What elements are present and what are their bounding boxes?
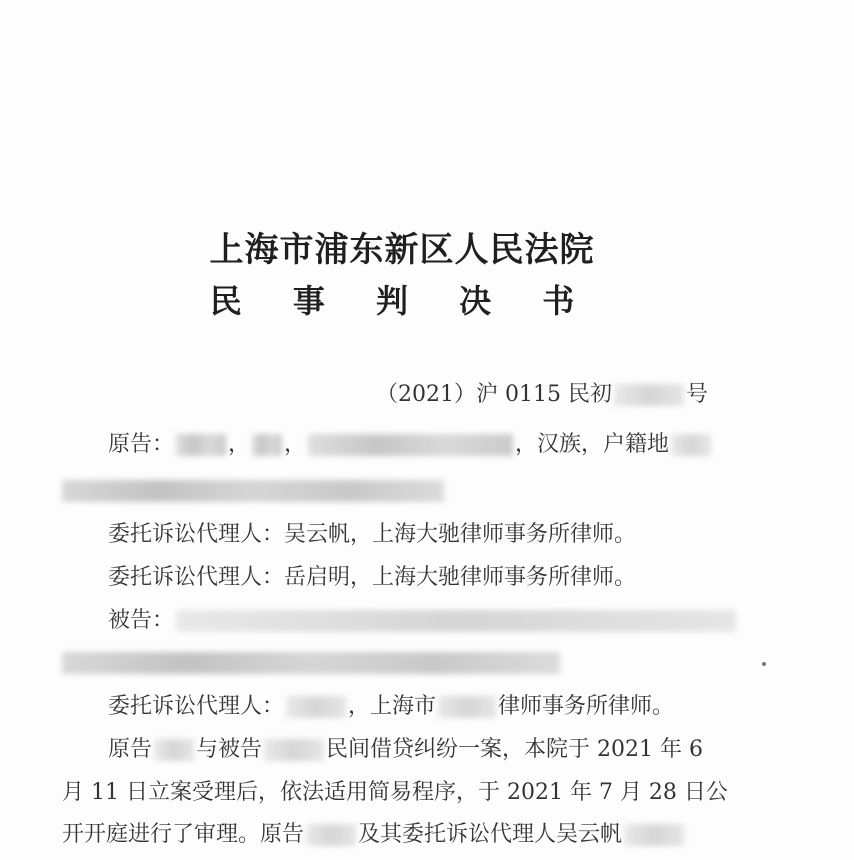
separator: ，: [228, 432, 251, 457]
document-type-title: 民 事 判 决 书: [209, 282, 595, 320]
redacted-birthdate: [308, 434, 513, 456]
body-line-1: [108, 735, 703, 765]
body-text: 民间借贷纠纷一案，本院于 2021 年 6: [326, 737, 703, 762]
separator: ，: [284, 432, 307, 457]
body-line-3: [62, 820, 686, 850]
defendant-label: 被告：: [108, 608, 175, 633]
body-text: 开开庭进行了审理。原告: [62, 822, 305, 847]
plaintiff-agent-2: 委托诉讼代理人：岳启明，上海大驰律师事务所律师。: [108, 565, 637, 590]
speck: [762, 662, 766, 666]
redacted-defendant-address: [62, 652, 560, 674]
body-text: 与被告: [196, 737, 263, 762]
redacted-firm: [438, 696, 496, 718]
redacted-plaintiff: [306, 824, 356, 846]
redacted-gender: [252, 434, 282, 456]
plaintiff-ethnicity: ，汉族，户籍地: [515, 432, 670, 457]
plaintiff-label: 原告：: [108, 432, 175, 457]
redacted-name: [176, 434, 226, 456]
body-text: 及其委托诉讼代理人吴云帆: [358, 822, 623, 847]
agent-firm-suffix: 律师事务所律师。: [498, 694, 675, 719]
case-number-suffix: 号: [685, 382, 708, 407]
case-number: [376, 380, 708, 410]
redacted-plaintiff: [154, 739, 194, 761]
redacted-case-id: [614, 384, 684, 406]
redacted-text: [624, 824, 684, 846]
body-line-2: 月 11 日立案受理后，依法适用简易程序，于 2021 年 7 月 28 日公: [62, 780, 728, 805]
redacted-defendant: [264, 739, 324, 761]
plaintiff-line: [108, 430, 713, 460]
redacted-address: [671, 434, 711, 456]
plaintiff-agent-1: 委托诉讼代理人：吴云帆，上海大驰律师事务所律师。: [108, 522, 637, 547]
agent-label: 委托诉讼代理人：: [108, 694, 285, 719]
court-name: 上海市浦东新区人民法院: [209, 230, 595, 270]
redacted-address-line: [62, 480, 444, 502]
redacted-agent-name: [286, 696, 346, 718]
agent-firm-prefix: ，上海市: [348, 694, 437, 719]
redacted-defendant-info: [176, 610, 736, 632]
defendant-line: [108, 606, 738, 636]
defendant-agent: [108, 692, 674, 722]
case-number-prefix: （2021）沪 0115 民初: [376, 382, 612, 407]
body-text: 原告: [108, 737, 153, 762]
